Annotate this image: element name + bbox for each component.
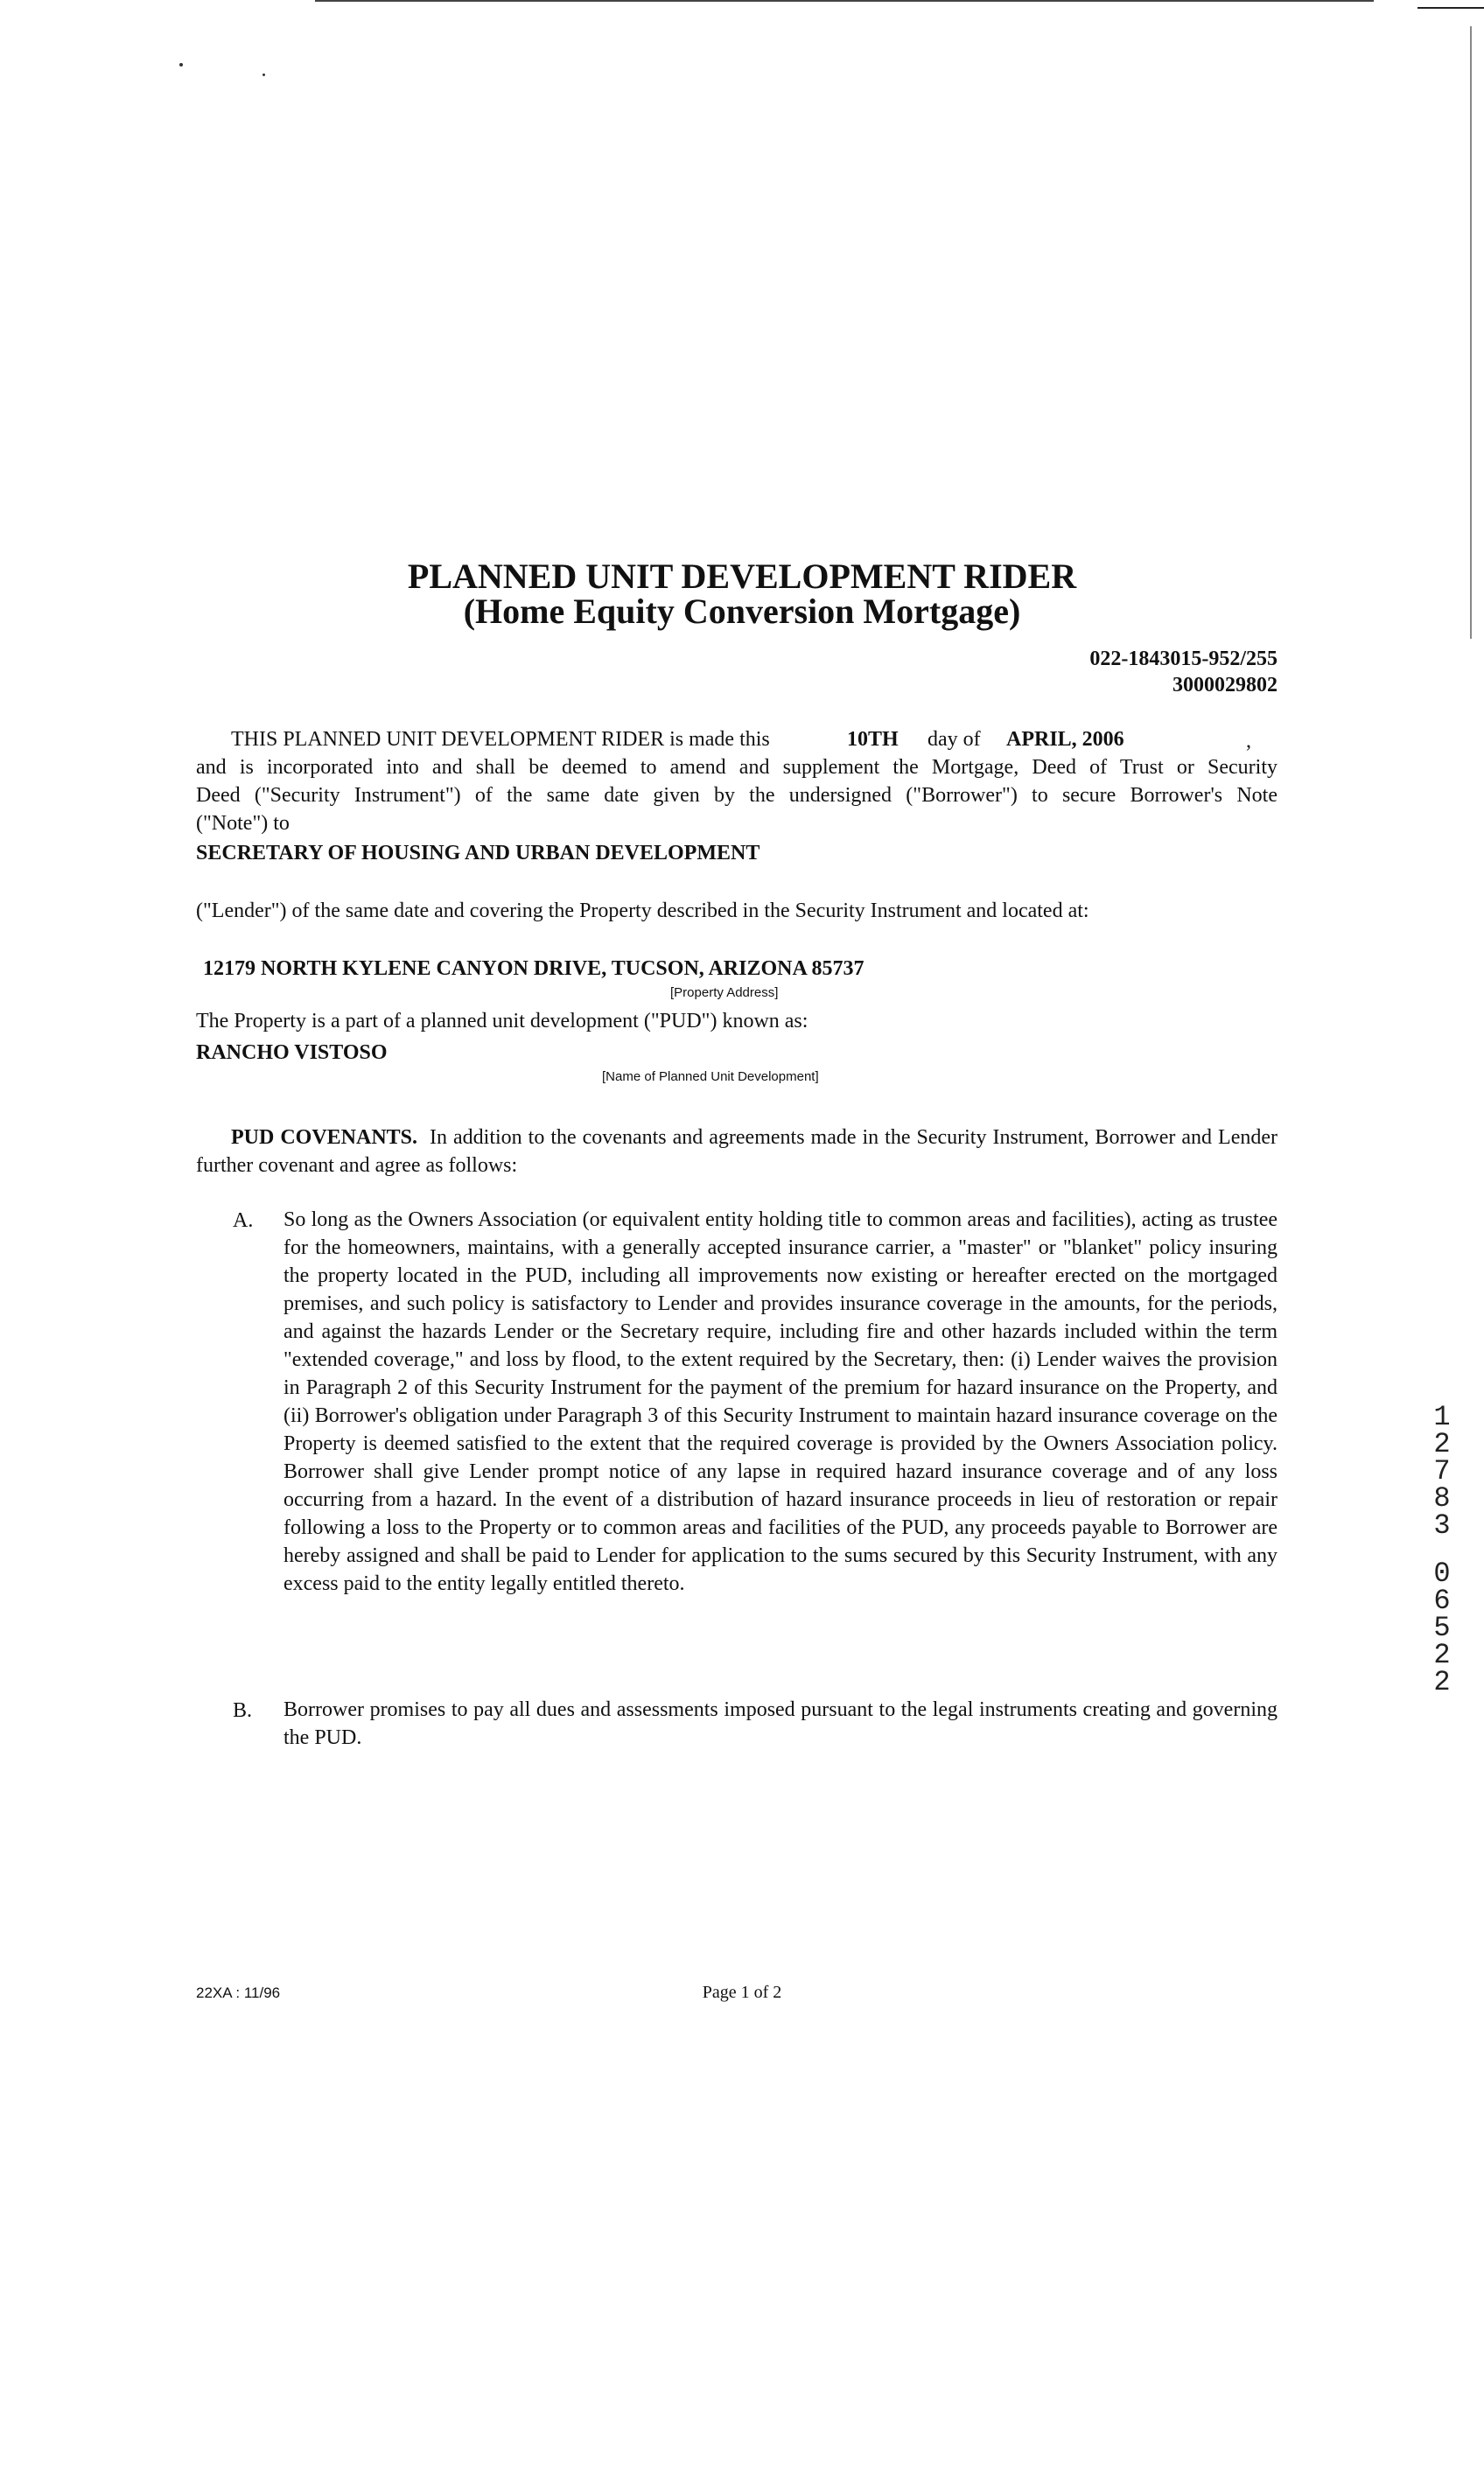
stamp-digit: 8: [1433, 1482, 1451, 1515]
intro-comma: ,: [1246, 730, 1251, 752]
scan-artifact-top-line: [315, 0, 1374, 2]
covenants-intro: In addition to the covenants and agreements made in the Security Instrument, Borrower and Lender further covenant and agree as follows:: [196, 1126, 1278, 1177]
stamp-digit: 2: [1433, 1666, 1451, 1698]
scan-artifact-right-edge: [1470, 26, 1472, 639]
intro-month-year: APRIL, 2006: [1006, 728, 1124, 751]
document-title: PLANNED UNIT DEVELOPMENT RIDER: [407, 556, 1077, 596]
covenant-b-text: Borrower promises to pay all dues and assessments imposed pursuant to the legal instruments creating and governing the PUD.: [284, 1698, 1278, 1749]
property-address-label: [Property Address]: [670, 985, 779, 1000]
document-subtitle: (Home Equity Conversion Mortgage): [463, 592, 1021, 631]
scan-artifact-top-right: [1418, 7, 1484, 9]
stamp-digit: 6: [1433, 1585, 1451, 1617]
footer-form-number: 22XA : 11/96: [196, 1984, 281, 2001]
stamp-digit: 1: [1433, 1401, 1451, 1433]
covenant-b-letter: B.: [233, 1699, 253, 1722]
footer-page-number: Page 1 of 2: [702, 1983, 782, 2002]
stamp-digit: 0: [1433, 1558, 1451, 1590]
stamp-digit: 7: [1433, 1455, 1451, 1488]
intro-line-2: and is incorporated into and shall be deemed to amend and supplement the Mortgage, Deed of Trust or Security: [196, 756, 1278, 779]
pud-name-label: [Name of Planned Unit Development]: [602, 1069, 819, 1084]
intro-day-of: day of: [928, 728, 981, 751]
stamp-digit: 2: [1433, 1428, 1451, 1460]
intro-day: 10TH: [847, 728, 899, 751]
intro-prefix: THIS PLANNED UNIT DEVELOPMENT RIDER is made this: [231, 728, 770, 751]
lender-name: SECRETARY OF HOUSING AND URBAN DEVELOPMENT: [196, 842, 760, 864]
property-address: 12179 NORTH KYLENE CANYON DRIVE, TUCSON, ARIZONA 85737: [203, 957, 864, 980]
scan-speck: [179, 63, 183, 66]
pud-intro: The Property is a part of a planned unit development ("PUD") known as:: [196, 1010, 808, 1032]
pud-name: RANCHO VISTOSO: [196, 1041, 388, 1064]
scan-speck: [262, 74, 265, 76]
covenant-a-text: So long as the Owners Association (or equivalent entity holding title to common areas and facilities), acting as trustee for the homeowners, maintains, with a generally accepted insurance carrier, a "master" or "blanket" policy insuring the property located in the PUD, including all improvements now existing or hereafter erected on the mortgaged premises, and such policy is satisfactory to Lender and provides insurance coverage in the amounts, for the periods, and against the hazards Lender or the Secretary require, including fire and other hazards included within the term "extended coverage," and loss by flood, to the extent required by the Secretary, then: (i) Lender waives the provision in Paragraph 2 of this Security Instrument for the payment of the premium for hazard insurance on the Property, and (ii) Borrower's obligation under Paragraph 3 of this Security Instrument to maintain hazard insurance coverage on the Property is deemed satisfied to the extent that the required coverage is provided by the Owners Association policy. Borrower shall give Lender prompt notice of any lapse in required hazard insurance coverage and of any loss occurring from a hazard. In the event of a distribution of hazard insurance proceeds in lieu of restoration or repair following a loss to the Property or to common areas and facilities of the PUD, any proceeds payable to Borrower are hereby assigned and shall be paid to Lender for application to the sums secured by this Security Instrument, with any excess paid to the entity legally entitled thereto.: [284, 1208, 1278, 1595]
lender-line: ("Lender") of the same date and covering the Property described in the Security Instrument and located at:: [196, 900, 1089, 922]
stamp-digit: 3: [1433, 1509, 1451, 1542]
covenants-intro-paragraph: [196, 1124, 1278, 1180]
intro-line-4: ("Note") to: [196, 812, 290, 835]
covenant-a-letter: A.: [233, 1209, 254, 1232]
covenants-heading: PUD COVENANTS.: [231, 1126, 418, 1149]
intro-line-1: [231, 728, 770, 752]
stamp-digit: 2: [1433, 1639, 1451, 1671]
loan-number: 022-1843015-952/255: [1089, 648, 1278, 670]
intro-line-3: Deed ("Security Instrument") of the same date given by the undersigned ("Borrower") to secure Borrower's Note: [196, 784, 1278, 807]
stamp-digit: 5: [1433, 1612, 1451, 1644]
case-number: 3000029802: [1172, 674, 1278, 696]
margin-recording-stamp: [1424, 1401, 1460, 1698]
